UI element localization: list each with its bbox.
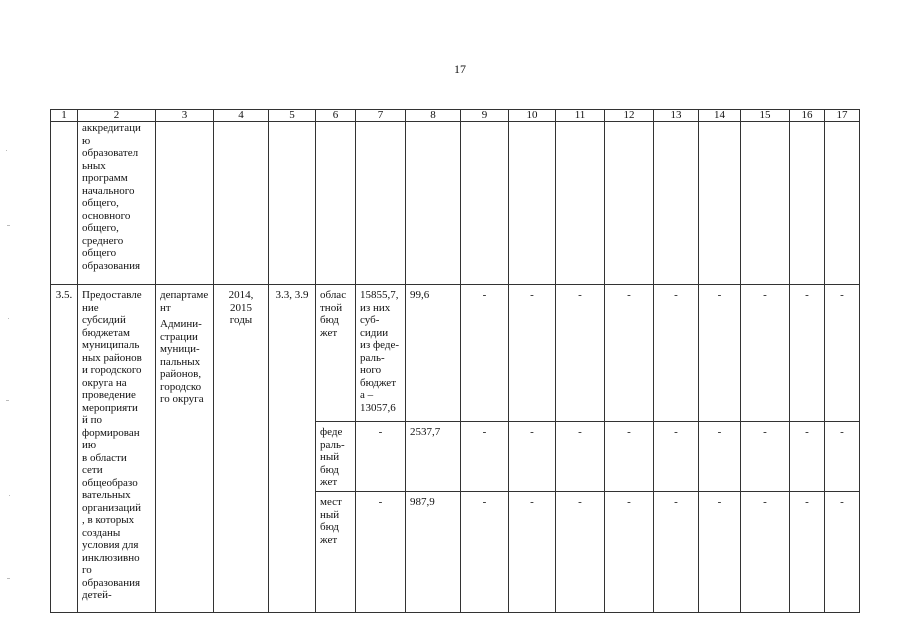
scan-mark bbox=[7, 225, 10, 226]
table-cell bbox=[51, 122, 78, 285]
table-cell bbox=[316, 122, 356, 285]
table-cell: - bbox=[509, 422, 556, 492]
table-cell bbox=[269, 122, 316, 285]
funding-year-cell: 2537,7 bbox=[406, 422, 461, 492]
table-cell: - bbox=[605, 285, 654, 422]
table-cell: - bbox=[556, 492, 605, 613]
page-number: 17 bbox=[454, 62, 466, 76]
header-cell: 1 bbox=[51, 110, 78, 122]
measure-name-cell: аккредитаци ю образовател ьных программ начального общего, основного общего, среднего общего образования bbox=[78, 122, 156, 285]
table-cell: - bbox=[654, 285, 699, 422]
scan-mark bbox=[9, 495, 10, 496]
table-cell bbox=[699, 122, 741, 285]
table-cell bbox=[509, 122, 556, 285]
funding-amount-cell: 15855,7, из них суб- сидии из феде- раль- ного бюджет а – 13057,6 bbox=[356, 285, 406, 422]
header-cell: 9 bbox=[461, 110, 509, 122]
table-cell bbox=[461, 122, 509, 285]
header-row bbox=[51, 110, 860, 122]
table-cell: - bbox=[699, 492, 741, 613]
table-cell: - bbox=[790, 285, 825, 422]
budget-table bbox=[50, 109, 860, 613]
funding-source-cell: мест ный бюд жет bbox=[316, 492, 356, 613]
table-cell: - bbox=[461, 492, 509, 613]
table-cell bbox=[741, 122, 790, 285]
period-cell: 2014, 2015 годы bbox=[214, 285, 269, 613]
row-number-cell: 3.5. bbox=[51, 285, 78, 613]
table-cell: - bbox=[556, 422, 605, 492]
scan-mark bbox=[6, 150, 7, 151]
table-cell bbox=[605, 122, 654, 285]
table-cell: - bbox=[654, 422, 699, 492]
funding-source-cell: облас тной бюд жет bbox=[316, 285, 356, 422]
header-cell: 8 bbox=[406, 110, 461, 122]
table-cell: - bbox=[605, 422, 654, 492]
table-cell: - bbox=[699, 285, 741, 422]
scan-mark bbox=[6, 400, 9, 401]
table-cell: - bbox=[825, 285, 860, 422]
scan-mark bbox=[7, 578, 10, 579]
table-row-3-5 bbox=[51, 285, 860, 422]
header-cell: 2 bbox=[78, 110, 156, 122]
header-cell: 16 bbox=[790, 110, 825, 122]
table-cell: - bbox=[825, 422, 860, 492]
scan-mark bbox=[8, 318, 9, 319]
table-cell bbox=[790, 122, 825, 285]
funding-amount-cell: - bbox=[356, 422, 406, 492]
measure-name-cell: Предоставле ние субсидий бюджетам муниципаль ных районов и городского округа на проведение мероприяти й по формирован ию в области сети общеобразо вательных организаций , в которых созданы условия для инклюзивно го образования детей- bbox=[78, 285, 156, 613]
table-cell: - bbox=[741, 492, 790, 613]
header-cell: 3 bbox=[156, 110, 214, 122]
header-cell: 13 bbox=[654, 110, 699, 122]
header-cell: 15 bbox=[741, 110, 790, 122]
header-cell: 5 bbox=[269, 110, 316, 122]
table-cell: - bbox=[605, 492, 654, 613]
table-cell: - bbox=[741, 422, 790, 492]
header-cell: 11 bbox=[556, 110, 605, 122]
funding-source-cell: феде раль- ный бюд жет bbox=[316, 422, 356, 492]
header-cell: 10 bbox=[509, 110, 556, 122]
table-cell: - bbox=[699, 422, 741, 492]
header-cell: 6 bbox=[316, 110, 356, 122]
executor-cell bbox=[156, 285, 214, 613]
table-cell: - bbox=[654, 492, 699, 613]
table-cell: - bbox=[509, 492, 556, 613]
table-cell: - bbox=[790, 422, 825, 492]
table-row-continued bbox=[51, 122, 860, 285]
funding-amount-cell: - bbox=[356, 492, 406, 613]
table-cell: - bbox=[461, 285, 509, 422]
table-cell: - bbox=[790, 492, 825, 613]
table-cell: - bbox=[509, 285, 556, 422]
executor-department: департаме нт bbox=[160, 289, 209, 314]
header-cell: 4 bbox=[214, 110, 269, 122]
table-cell bbox=[214, 122, 269, 285]
header-cell: 14 bbox=[699, 110, 741, 122]
table-cell: - bbox=[461, 422, 509, 492]
table-cell: - bbox=[556, 285, 605, 422]
table-cell bbox=[156, 122, 214, 285]
table-cell bbox=[406, 122, 461, 285]
table-cell bbox=[825, 122, 860, 285]
table-cell: - bbox=[741, 285, 790, 422]
header-cell: 17 bbox=[825, 110, 860, 122]
table-cell bbox=[556, 122, 605, 285]
header-cell: 7 bbox=[356, 110, 406, 122]
header-cell: 12 bbox=[605, 110, 654, 122]
indicator-cell: 3.3, 3.9 bbox=[269, 285, 316, 613]
funding-year-cell: 99,6 bbox=[406, 285, 461, 422]
table-cell bbox=[356, 122, 406, 285]
funding-year-cell: 987,9 bbox=[406, 492, 461, 613]
table-cell bbox=[654, 122, 699, 285]
executor-administration: Админи- страции муници- пальных районов, городско го округа bbox=[160, 318, 204, 405]
table-cell: - bbox=[825, 492, 860, 613]
